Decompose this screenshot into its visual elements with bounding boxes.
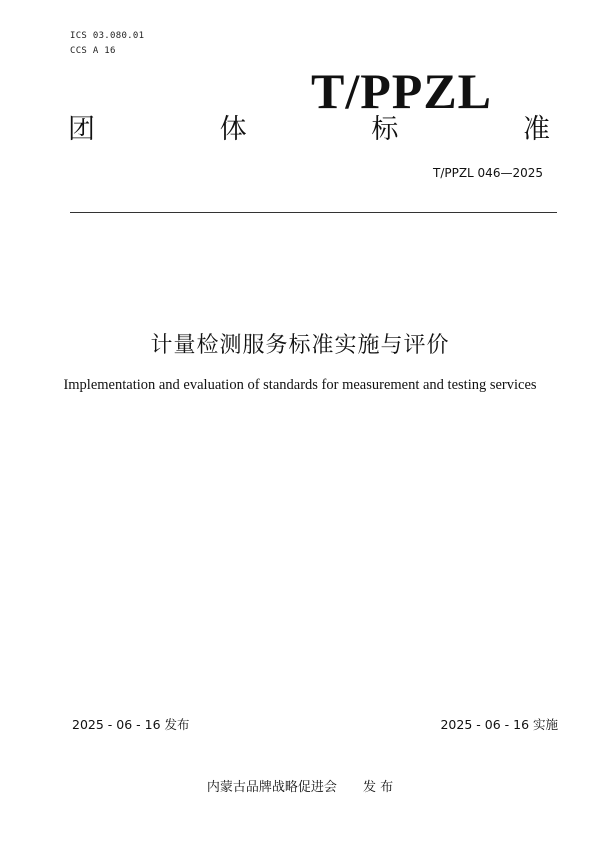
standard-type-char: 团 (68, 114, 95, 145)
standard-logo: T/PPZL (311, 63, 493, 119)
ics-code: ICS 03.080.01 (70, 31, 145, 41)
standard-type-char: 准 (522, 114, 550, 145)
standard-type (68, 116, 550, 143)
issuer-line (0, 776, 600, 795)
standard-code: T/PPZL 046—2025 (432, 166, 543, 180)
issuer-organization: 内蒙古品牌战略促进会 (206, 780, 337, 795)
title-chinese: 计量检测服务标准实施与评价 (150, 333, 450, 358)
title-english: Implementation and evaluation of standards for measurement and testing services (63, 377, 537, 393)
implementation-date: 2025 - 06 - 16 实施 (440, 717, 558, 732)
standard-type-char: 标 (371, 114, 399, 145)
header-divider (70, 212, 557, 213)
standard-type-char: 体 (219, 114, 247, 145)
issuer-action: 发 布 (362, 780, 394, 795)
ccs-code: CCS A 16 (70, 46, 116, 56)
issue-date: 2025 - 06 - 16 发布 (72, 717, 190, 732)
